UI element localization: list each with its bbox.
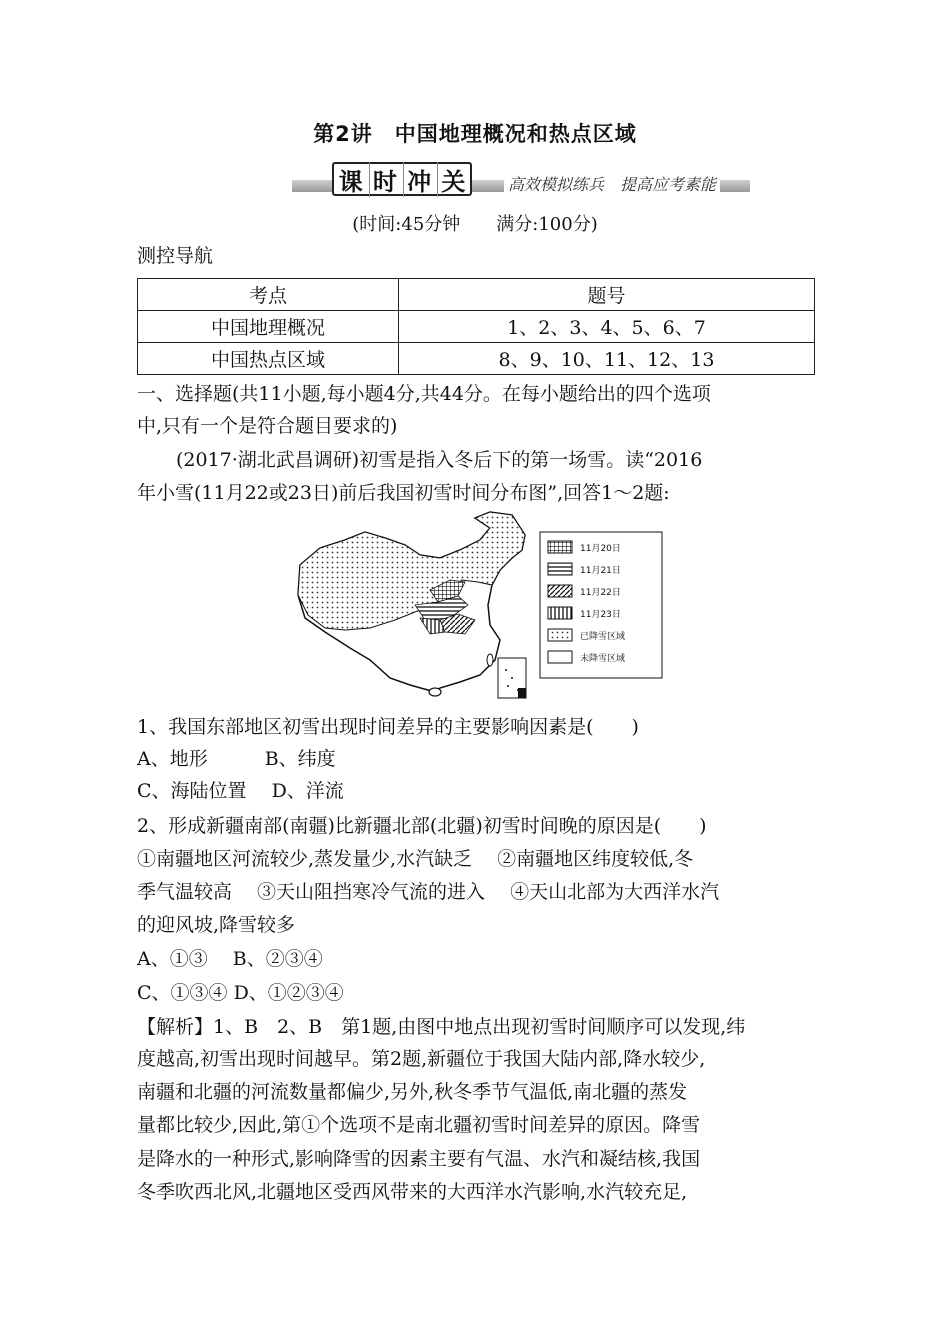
snowfall-map-figure xyxy=(290,510,670,710)
banner-slogan: 高效模拟练兵 提高应考素能 xyxy=(504,172,720,195)
scale-mark xyxy=(518,688,526,698)
question-2-options: C、①③④ D、①②③④ xyxy=(137,982,344,1004)
analysis-line: 量都比较少,因此,第①个选项不是南北疆初雪时间差异的原因。降雪 xyxy=(137,1114,701,1136)
table-row xyxy=(138,311,815,343)
question-1-options: A、地形 B、纬度 xyxy=(137,748,336,770)
banner-char: 课 xyxy=(338,167,363,196)
time-info: (时间:45分钟 满分:100分) xyxy=(352,214,598,235)
legend-label: 11月22日 xyxy=(580,588,621,598)
legend-label: 已降雪区域 xyxy=(580,632,626,642)
analysis-line: 冬季吹西北风,北疆地区受西风带来的大西洋水汽影响,水汽较充足, xyxy=(137,1181,688,1203)
question-2-statement: 季气温较高 ③天山阻挡寒冷气流的进入 ④天山北部为大西洋水汽 xyxy=(137,881,720,903)
question-2-statement: ①南疆地区河流较少,蒸发量少,水汽缺乏 ②南疆地区纬度较低,冬 xyxy=(137,848,694,870)
legend-label: 11月20日 xyxy=(580,544,621,554)
question-1-options: C、海陆位置 D、洋流 xyxy=(137,780,344,802)
legend-label: 未降雪区域 xyxy=(580,654,626,664)
navigation-table xyxy=(137,278,815,375)
taiwan-island xyxy=(487,654,493,666)
nav-heading: 测控导航 xyxy=(137,245,214,267)
page-title: 第2讲 中国地理概况和热点区域 xyxy=(313,122,637,146)
legend-label: 11月21日 xyxy=(580,566,621,576)
banner-label xyxy=(332,162,472,196)
table-cell: 8、9、10、11、12、13 xyxy=(399,343,815,375)
table-header-cell: 题号 xyxy=(399,279,815,311)
intro-line: (2017·湖北武昌调研)初雪是指入冬后下的第一场雪。读“2016 xyxy=(176,449,703,471)
hainan-island xyxy=(429,688,441,696)
question-2-statement: 的迎风坡,降雪较多 xyxy=(137,914,296,936)
section-banner xyxy=(292,160,752,200)
table-cell: 中国地理概况 xyxy=(138,311,399,343)
analysis-line: 度越高,初雪出现时间越早。第2题,新疆位于我国大陆内部,降水较少, xyxy=(137,1048,706,1070)
question-2-options: A、①③ B、②③④ xyxy=(137,948,323,970)
table-cell: 中国热点区域 xyxy=(138,343,399,375)
analysis-line: 【解析】1、B 2、B 第1题,由图中地点出现初雪时间顺序可以发现,纬 xyxy=(137,1016,746,1038)
table-cell: 1、2、3、4、5、6、7 xyxy=(399,311,815,343)
question-2: 2、形成新疆南部(南疆)比新疆北部(北疆)初雪时间晚的原因是( ) xyxy=(137,815,707,837)
table-header-row xyxy=(138,279,815,311)
banner-char: 冲 xyxy=(403,162,434,197)
section-heading-line: 一、选择题(共11小题,每小题4分,共44分。在每小题给出的四个选项 xyxy=(137,383,711,405)
snow-region xyxy=(298,512,525,630)
table-row xyxy=(138,343,815,375)
legend-label: 11月23日 xyxy=(580,610,621,620)
intro-line: 年小雪(11月22或23日)前后我国初雪时间分布图”,回答1～2题: xyxy=(137,482,670,504)
table-header-cell: 考点 xyxy=(138,279,399,311)
china-map xyxy=(290,510,670,710)
question-1: 1、我国东部地区初雪出现时间差异的主要影响因素是( ) xyxy=(137,716,639,738)
banner-char: 关 xyxy=(437,162,468,197)
banner-char: 时 xyxy=(369,162,400,197)
analysis-line: 南疆和北疆的河流数量都偏少,另外,秋冬季节气温低,南北疆的蒸发 xyxy=(137,1081,688,1103)
section-heading-line: 中,只有一个是符合题目要求的) xyxy=(137,415,398,437)
analysis-line: 是降水的一种形式,影响降雪的因素主要有气温、水汽和凝结核,我国 xyxy=(137,1148,701,1170)
